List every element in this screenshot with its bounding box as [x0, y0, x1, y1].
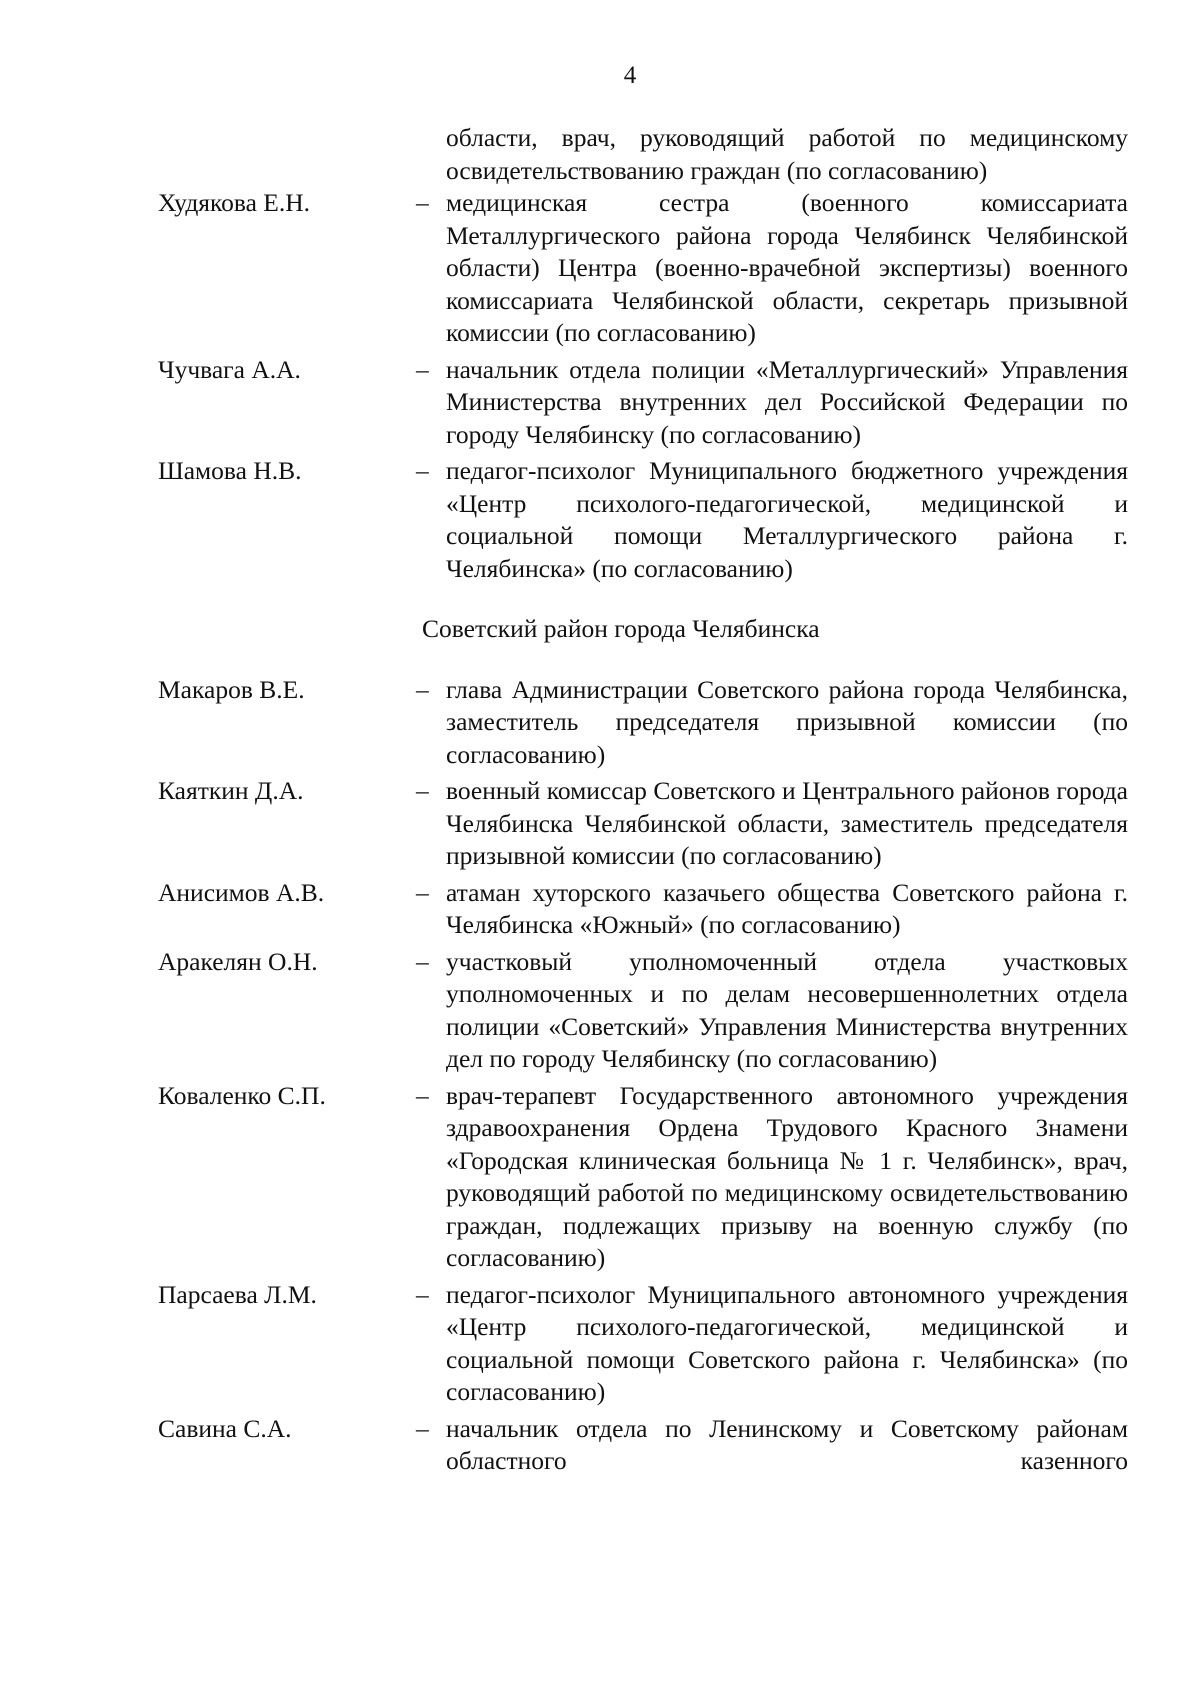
member-description: участковый уполномоченный отдела участковых уполномоченных и по делам несовершеннолетних отдела полиции «Советский» Управления Министерства внутренних дел по городу Челябинску (по согласованию) [446, 946, 1128, 1073]
member-name: Анисимов А.В. [158, 877, 325, 907]
member-description: медицинская сестра (военного комиссариата Металлургического района города Челябинск Челябинской области) Центра (военно-врачебной экспертизы) военного комиссариата Челябинской области, секретарь призывной комиссии (по согласованию) [446, 188, 1128, 347]
member-description: военный комиссар Советского и Центрального районов города Челябинска Челябинской области, заместитель председателя призывной комиссии (по согласованию) [446, 776, 1128, 870]
member-description: атаман хуторского казачьего общества Советского района г. Челябинска «Южный» (по согласованию) [446, 877, 1128, 939]
page-number: 4 [623, 62, 637, 89]
dash-separator: – [416, 674, 429, 704]
dash-separator: – [416, 354, 429, 384]
member-name: Савина С.А. [158, 1413, 292, 1443]
continued-entry [0, 122, 1200, 187]
section-title: Советский район города Челябинска [422, 614, 820, 643]
continued-description: области, врач, руководящий работой по медицинскому освидетельствованию граждан (по согласованию) [446, 123, 1128, 185]
member-name: Макаров В.Е. [158, 674, 305, 704]
dash-separator: – [416, 456, 429, 485]
member-name: Коваленко С.П. [158, 1080, 326, 1110]
dash-separator: – [416, 776, 429, 805]
member-list [0, 122, 1200, 1478]
member-entry [0, 674, 1200, 772]
member-description: врач-терапевт Государственного автономного учреждения здравоохранения Ордена Трудового Красного Знамени «Городская клиническая больница № 1 г. Челябинск», врач, руководящий работой по медицинскому освидетельствованию граждан, подлежащих призыву на военную службу (по согласованию) [446, 1080, 1128, 1272]
dash-separator: – [416, 1279, 429, 1309]
member-name: Парсаева Л.М. [158, 1279, 317, 1309]
member-description: педагог-психолог Муниципального бюджетного учреждения «Центр психолого-педагогической, медицинской и социальной помощи Металлургического района г. Челябинска» (по согласованию) [446, 456, 1128, 583]
member-entry [0, 354, 1200, 452]
dash-separator: – [416, 877, 429, 907]
dash-separator: – [416, 188, 429, 217]
member-name: Шамова Н.В. [158, 456, 302, 485]
member-entry [0, 187, 1200, 350]
member-description: педагог-психолог Муниципального автономного учреждения «Центр психолого-педагогической, медицинской и социальной помощи Советского района г. Челябинска» (по согласованию) [446, 1279, 1128, 1406]
member-entry [0, 1080, 1200, 1275]
member-entry [0, 1279, 1200, 1409]
dash-separator: – [416, 1080, 429, 1110]
dash-separator: – [416, 1413, 429, 1443]
member-entry [0, 877, 1200, 942]
dash-separator: – [416, 946, 429, 976]
member-description: начальник отдела по Ленинскому и Советскому районам областного казенного [446, 1413, 1128, 1475]
member-description: начальник отдела полиции «Металлургический» Управления Министерства внутренних дел Российской Федерации по городу Челябинску (по согласованию) [446, 354, 1128, 449]
member-name: Чучвага А.А. [158, 354, 301, 384]
member-entry [0, 775, 1200, 873]
member-name: Аракелян О.Н. [158, 946, 318, 976]
member-description: глава Администрации Советского района города Челябинска, заместитель председателя призывной комиссии (по согласованию) [446, 674, 1128, 769]
member-name: Худякова Е.Н. [158, 188, 311, 217]
member-entry [0, 455, 1200, 585]
member-entry [0, 946, 1200, 1076]
member-entry [0, 1413, 1200, 1478]
member-name: Каяткин Д.А. [158, 776, 304, 805]
